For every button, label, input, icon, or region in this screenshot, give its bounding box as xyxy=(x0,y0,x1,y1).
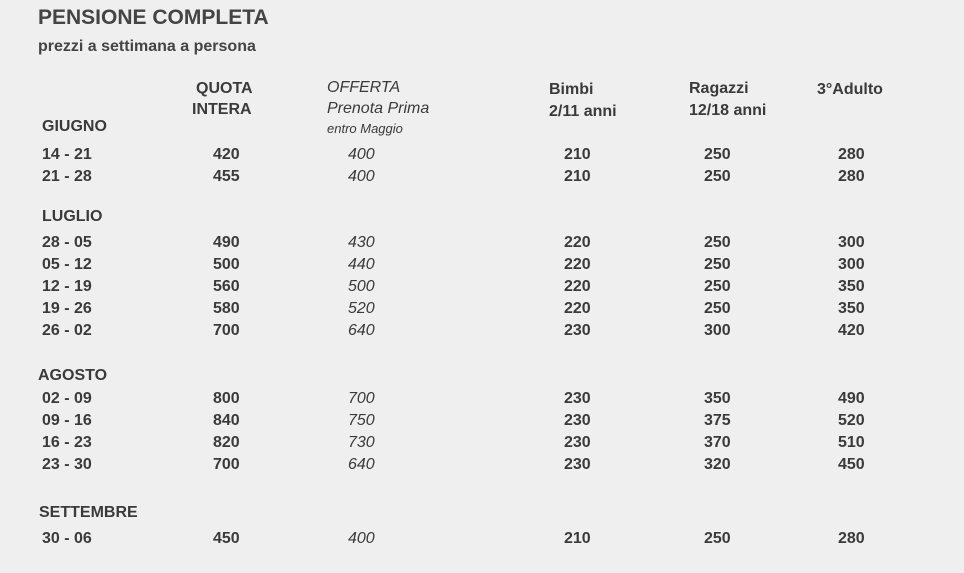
adulto-cell: 450 xyxy=(838,456,865,473)
period-cell: 26 - 02 xyxy=(42,322,92,339)
period-cell: 05 - 12 xyxy=(42,256,92,273)
quota-cell: 490 xyxy=(213,234,240,251)
header-ragazzi-line2: 12/18 anni xyxy=(689,102,767,119)
ragazzi-cell: 350 xyxy=(704,390,731,407)
bimbi-cell: 210 xyxy=(564,530,591,547)
period-cell: 09 - 16 xyxy=(42,412,92,429)
quota-cell: 800 xyxy=(213,390,240,407)
adulto-cell: 350 xyxy=(838,278,865,295)
bimbi-cell: 230 xyxy=(564,456,591,473)
quota-cell: 420 xyxy=(213,146,240,163)
period-cell: 14 - 21 xyxy=(42,146,92,163)
offerta-cell: 440 xyxy=(348,256,375,273)
ragazzi-cell: 250 xyxy=(704,278,731,295)
adulto-cell: 350 xyxy=(838,300,865,317)
ragazzi-cell: 250 xyxy=(704,168,731,185)
header-offerta-line3: entro Maggio xyxy=(327,121,403,136)
offerta-cell: 430 xyxy=(348,234,375,251)
offerta-cell: 730 xyxy=(348,434,375,451)
month-label: SETTEMBRE xyxy=(39,504,138,521)
bimbi-cell: 230 xyxy=(564,390,591,407)
month-label: GIUGNO xyxy=(42,118,107,135)
adulto-cell: 300 xyxy=(838,256,865,273)
offerta-cell: 500 xyxy=(348,278,375,295)
quota-cell: 560 xyxy=(213,278,240,295)
header-3-adulto: 3°Adulto xyxy=(817,81,883,98)
ragazzi-cell: 375 xyxy=(704,412,731,429)
bimbi-cell: 210 xyxy=(564,146,591,163)
quota-cell: 820 xyxy=(213,434,240,451)
page-subtitle: prezzi a settimana a persona xyxy=(38,38,256,55)
header-quota-line1: QUOTA xyxy=(196,80,253,97)
bimbi-cell: 210 xyxy=(564,168,591,185)
ragazzi-cell: 300 xyxy=(704,322,731,339)
quota-cell: 700 xyxy=(213,456,240,473)
offerta-cell: 400 xyxy=(348,168,375,185)
quota-cell: 840 xyxy=(213,412,240,429)
period-cell: 23 - 30 xyxy=(42,456,92,473)
ragazzi-cell: 250 xyxy=(704,530,731,547)
month-label: AGOSTO xyxy=(38,367,108,384)
header-offerta-line1: OFFERTA xyxy=(327,79,401,96)
quota-cell: 450 xyxy=(213,530,240,547)
header-ragazzi-line1: Ragazzi xyxy=(689,80,749,97)
period-cell: 12 - 19 xyxy=(42,278,92,295)
adulto-cell: 280 xyxy=(838,168,865,185)
offerta-cell: 700 xyxy=(348,390,375,407)
offerta-cell: 640 xyxy=(348,456,375,473)
bimbi-cell: 220 xyxy=(564,278,591,295)
quota-cell: 580 xyxy=(213,300,240,317)
period-cell: 16 - 23 xyxy=(42,434,92,451)
adulto-cell: 510 xyxy=(838,434,865,451)
offerta-cell: 520 xyxy=(348,300,375,317)
quota-cell: 700 xyxy=(213,322,240,339)
ragazzi-cell: 250 xyxy=(704,234,731,251)
period-cell: 19 - 26 xyxy=(42,300,92,317)
offerta-cell: 400 xyxy=(348,146,375,163)
page-title: PENSIONE COMPLETA xyxy=(38,6,269,29)
header-offerta-line2: Prenota Prima xyxy=(327,100,430,117)
month-label: LUGLIO xyxy=(42,208,103,225)
adulto-cell: 280 xyxy=(838,530,865,547)
period-cell: 21 - 28 xyxy=(42,168,92,185)
header-quota-line2: INTERA xyxy=(192,101,252,118)
bimbi-cell: 230 xyxy=(564,434,591,451)
ragazzi-cell: 370 xyxy=(704,434,731,451)
bimbi-cell: 220 xyxy=(564,234,591,251)
ragazzi-cell: 250 xyxy=(704,300,731,317)
quota-cell: 500 xyxy=(213,256,240,273)
offerta-cell: 400 xyxy=(348,530,375,547)
header-bimbi-line2: 2/11 anni xyxy=(549,103,617,120)
bimbi-cell: 230 xyxy=(564,412,591,429)
bimbi-cell: 220 xyxy=(564,256,591,273)
offerta-cell: 750 xyxy=(348,412,375,429)
adulto-cell: 300 xyxy=(838,234,865,251)
ragazzi-cell: 250 xyxy=(704,146,731,163)
bimbi-cell: 220 xyxy=(564,300,591,317)
period-cell: 30 - 06 xyxy=(42,530,92,547)
bimbi-cell: 230 xyxy=(564,322,591,339)
adulto-cell: 280 xyxy=(838,146,865,163)
adulto-cell: 420 xyxy=(838,322,865,339)
header-bimbi-line1: Bimbi xyxy=(549,81,594,98)
ragazzi-cell: 250 xyxy=(704,256,731,273)
period-cell: 02 - 09 xyxy=(42,390,92,407)
adulto-cell: 490 xyxy=(838,390,865,407)
ragazzi-cell: 320 xyxy=(704,456,731,473)
adulto-cell: 520 xyxy=(838,412,865,429)
quota-cell: 455 xyxy=(213,168,240,185)
period-cell: 28 - 05 xyxy=(42,234,92,251)
offerta-cell: 640 xyxy=(348,322,375,339)
